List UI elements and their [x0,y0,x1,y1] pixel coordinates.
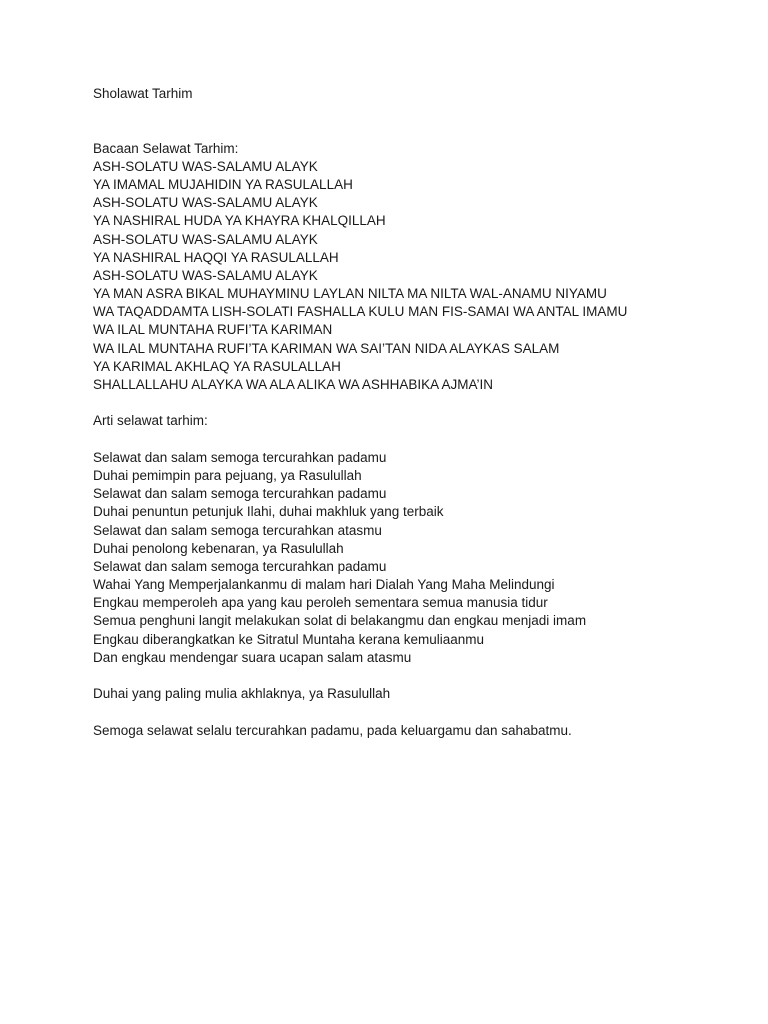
arti-line: Selawat dan salam semoga tercurahkan atasmu [93,522,382,538]
bacaan-line: ASH-SOLATU WAS-SALAMU ALAYK [93,158,318,174]
arti-line: Selawat dan salam semoga tercurahkan padamu [93,558,387,574]
arti-line: Selawat dan salam semoga tercurahkan padamu [93,449,387,465]
bacaan-line: SHALLALLAHU ALAYKA WA ALA ALIKA WA ASHHABIKA AJMA’IN [93,377,493,393]
akhlak-line: Duhai yang paling mulia akhlaknya, ya Rasulullah [93,686,391,702]
arti-line: Engkau diberangkatkan ke Sitratul Muntaha kerana kemuliaanmu [93,631,484,647]
spacer [93,103,733,139]
spacer [93,431,733,449]
bacaan-line: ASH-SOLATU WAS-SALAMU ALAYK [93,195,318,211]
bacaan-line: ASH-SOLATU WAS-SALAMU ALAYK [93,231,318,247]
arti-line: Engkau memperoleh apa yang kau peroleh sementara semua manusia tidur [93,595,548,611]
arti-line: Semua penghuni langit melakukan solat di belakangmu dan engkau menjadi imam [93,613,587,629]
bacaan-line: YA KARIMAL AKHLAQ YA RASULALLAH [93,358,341,374]
arti-heading: Arti selawat tarhim: [93,413,208,429]
bacaan-line: WA TAQADDAMTA LISH-SOLATI FASHALLA KULU MAN FIS-SAMAI WA ANTAL IMAMU [93,304,628,320]
bacaan-heading: Bacaan Selawat Tarhim: [93,140,239,156]
arti-line: Selawat dan salam semoga tercurahkan padamu [93,486,387,502]
arti-line: Duhai penolong kebenaran, ya Rasulullah [93,540,344,556]
bacaan-line: ASH-SOLATU WAS-SALAMU ALAYK [93,267,318,283]
document-body [93,85,733,740]
arti-line: Wahai Yang Memperjalankanmu di malam hari Dialah Yang Maha Melindungi [93,577,555,593]
bacaan-line: WA ILAL MUNTAHA RUFI’TA KARIMAN [93,322,333,338]
bacaan-line: WA ILAL MUNTAHA RUFI’TA KARIMAN WA SAI’TAN NIDA ALAYKAS SALAM [93,340,560,356]
closing-line: Semoga selawat selalu tercurahkan padamu, pada keluargamu dan sahabatmu. [93,722,572,738]
spacer [93,703,733,721]
bacaan-line: YA NASHIRAL HUDA YA KHAYRA KHALQILLAH [93,213,386,229]
arti-line: Duhai pemimpin para pejuang, ya Rasulullah [93,467,362,483]
bacaan-line: YA MAN ASRA BIKAL MUHAYMINU LAYLAN NILTA MA NILTA WAL-ANAMU NIYAMU [93,286,607,302]
bacaan-line: YA IMAMAL MUJAHIDIN YA RASULALLAH [93,176,353,192]
bacaan-line: YA NASHIRAL HAQQI YA RASULALLAH [93,249,339,265]
document-title: Sholawat Tarhim [93,86,193,101]
spacer [93,394,733,412]
arti-line: Duhai penuntun petunjuk Ilahi, duhai makhluk yang terbaik [93,504,444,520]
spacer [93,667,733,685]
arti-line: Dan engkau mendengar suara ucapan salam atasmu [93,649,412,665]
